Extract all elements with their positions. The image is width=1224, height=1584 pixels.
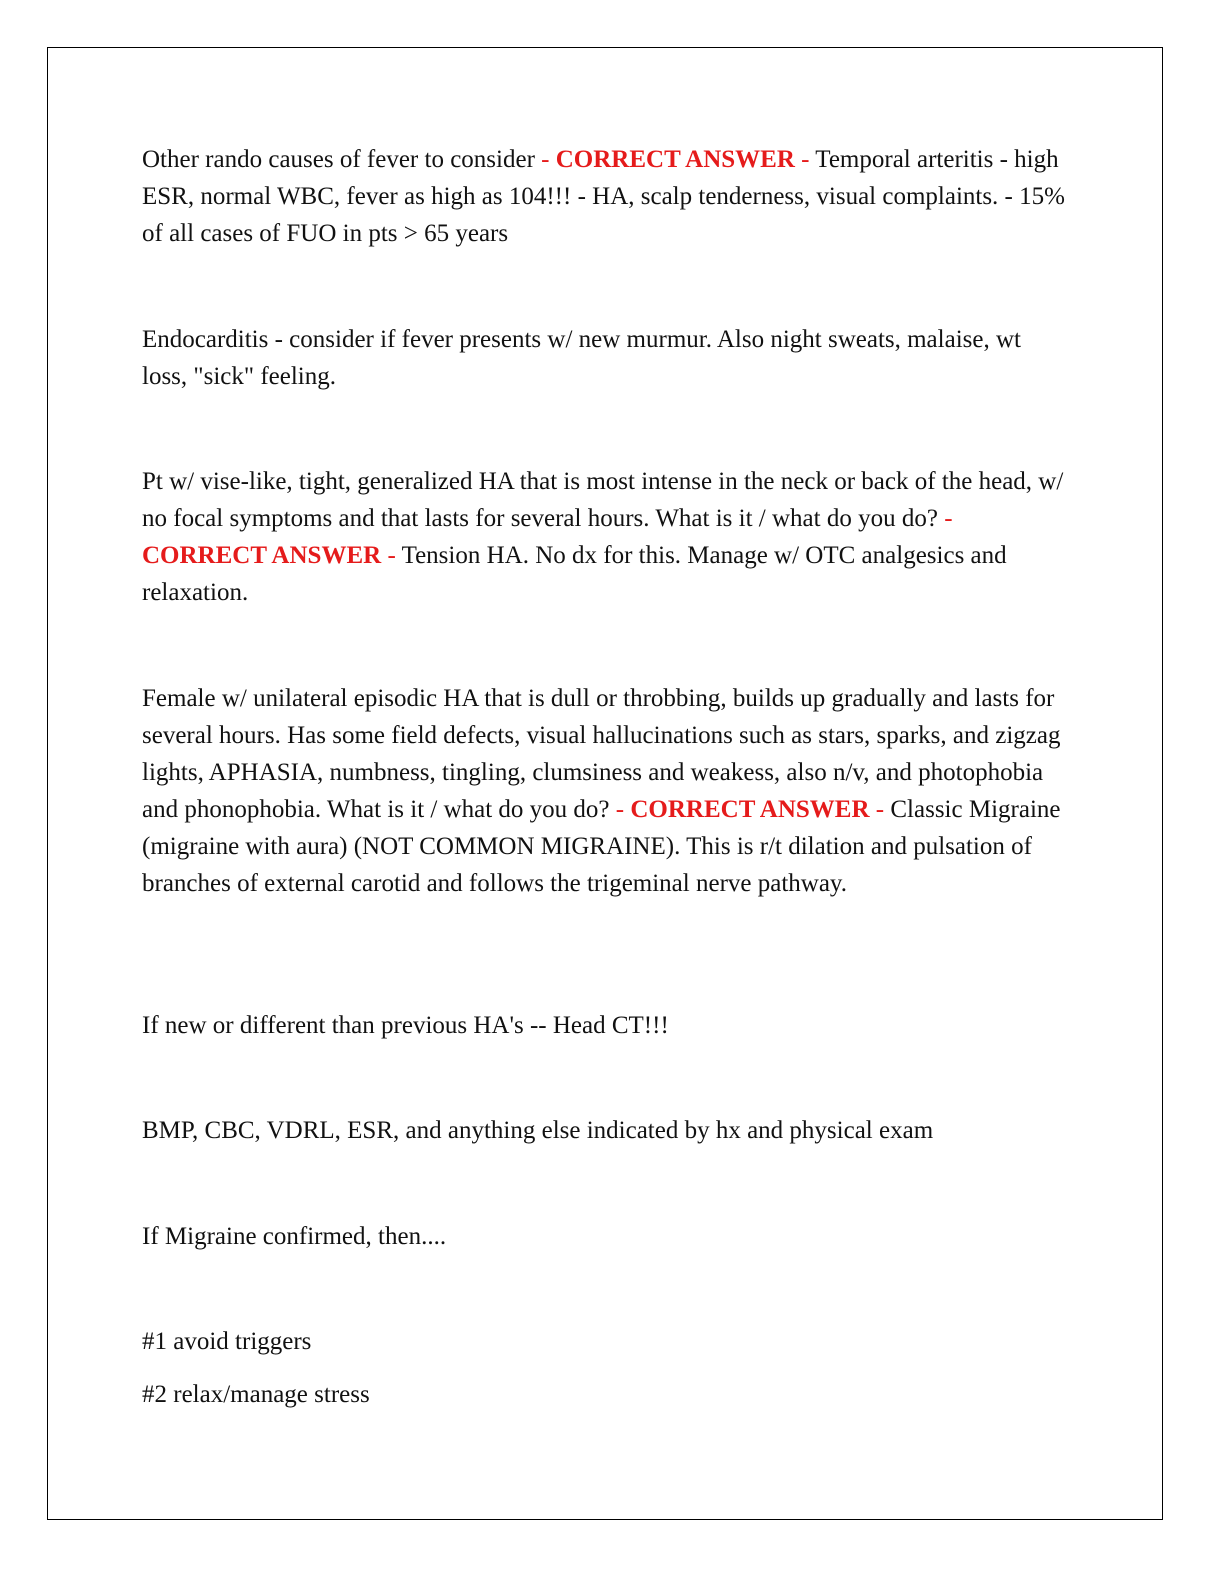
question-text: Pt w/ vise-like, tight, generalized HA that is most intense in the neck or back of the head, w/ no focal symptoms and that lasts for several hours. What is it / what do you do? [142, 468, 1064, 532]
list-item-manage-stress: #2 relax/manage stress [142, 1381, 370, 1408]
list-item-avoid-triggers: #1 avoid triggers [142, 1328, 312, 1355]
paragraph-labs: BMP, CBC, VDRL, ESR, and anything else indicated by hx and physical exam [142, 1117, 934, 1144]
paragraph-temporal-arteritis [142, 141, 1072, 252]
correct-answer-marker: - CORRECT ANSWER - [541, 146, 810, 173]
question-text: Other rando causes of fever to consider [142, 146, 542, 173]
answer-text: Classic Migraine (migraine with aura) (NOT COMMON MIGRAINE). This is r/t dilation and pulsation of branches of external carotid and follows the trigeminal nerve pathway. [142, 796, 1061, 897]
answer-text: Tension HA. No dx for this. Manage w/ OTC analgesics and relaxation. [142, 542, 1007, 606]
paragraph-classic-migraine [142, 680, 1072, 902]
paragraph-tension-headache [142, 463, 1072, 611]
correct-answer-marker: - CORRECT ANSWER - [615, 796, 885, 823]
paragraph-migraine-confirmed: If Migraine confirmed, then.... [142, 1223, 447, 1250]
correct-answer-marker: - CORRECT ANSWER - [142, 505, 953, 569]
paragraph-head-ct: If new or different than previous HA's -- Head CT!!! [142, 1012, 669, 1039]
paragraph-endocarditis: Endocarditis - consider if fever presents w/ new murmur. Also night sweats, malaise, wt loss, "sick" feeling. [142, 326, 1021, 390]
question-text: Female w/ unilateral episodic HA that is dull or throbbing, builds up gradually and lasts for several hours. Has some field defects, visual hallucinations such as stars, sparks, and zigzag lights, APHASIA, numbness, tingling, clumsiness and weakess, also n/v, and photophobia and phonophobia. What is it / what do you do? [142, 685, 1061, 823]
answer-text: Temporal arteritis - high ESR, normal WBC, fever as high as 104!!! - HA, scalp tenderness, visual complaints. - 15% of all cases of FUO in pts > 65 years [142, 146, 1065, 247]
